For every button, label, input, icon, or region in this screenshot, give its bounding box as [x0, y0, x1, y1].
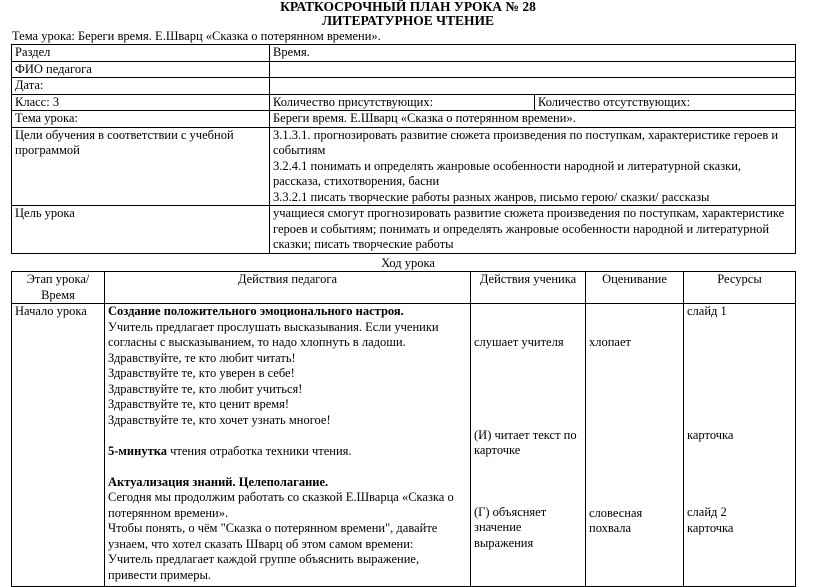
greeting-line: Здравствуйте те, кто ценит время!	[108, 397, 290, 411]
student-action: (И) читает текст по карточке	[474, 427, 577, 457]
topic-label: Тема урока:	[12, 111, 270, 128]
question-text: Чтобы понять, о чём "Сказка о потерянном времени", давайте узнаем, что хотел сказать Шварц об этом самом времени:	[108, 521, 438, 551]
reading-minute-text: чтения отработка техники чтения.	[166, 443, 352, 458]
goal-item: 3.3.2.1 писать творческие работы разных жанров, письмо герою/ сказки/ рассказы	[273, 189, 710, 204]
time-label: Время.	[270, 45, 796, 62]
lesson-goal-label: Цель урока	[12, 206, 270, 254]
resource-item: слайд 2	[687, 505, 727, 519]
mood-instruction: Учитель предлагает прослушать высказывания. Если ученики согласны с высказыванием, то надо хлопнуть в ладоши.	[108, 319, 439, 349]
assessment-item: словесная похвала	[589, 505, 643, 535]
group-task-text: Учитель предлагает каждой группе объяснить выражение, привести примеры.	[108, 552, 420, 582]
student-action: (Г) объясняет значение выражения	[474, 504, 547, 550]
present-label: Количество присутствующих:	[270, 94, 535, 111]
greeting-line: Здравствуйте, те кто любит читать!	[108, 350, 296, 365]
lesson-goal-value: учащиеся смогут прогнозировать развитие сюжета произведения по поступкам, характеристике героев и событиям; понимать и определять жанровые особенности народной и литературной сказки; писать творческие работы	[270, 206, 796, 254]
greeting-line: Здравствуйте те, кто уверен в себе!	[108, 366, 295, 380]
assessment-cell	[586, 304, 684, 587]
document-title	[0, 0, 816, 28]
stage-cell: Начало урока	[12, 304, 105, 587]
resource-item: карточка	[687, 427, 734, 442]
reading-minute-line	[108, 444, 467, 460]
header-student-actions: Действия ученика	[471, 272, 586, 304]
title-line-1: КРАТКОСРОЧНЫЙ ПЛАН УРОКА № 28	[280, 0, 536, 14]
header-assessment: Оценивание	[586, 272, 684, 304]
teacher-label: ФИО педагога	[12, 61, 270, 78]
course-title: Ход урока	[381, 256, 435, 270]
lesson-course-table	[11, 271, 796, 587]
teacher-actions-cell	[105, 304, 471, 587]
date-value	[270, 78, 796, 95]
mood-heading: Создание положительного эмоционального настроя.	[108, 304, 404, 318]
teacher-value	[270, 61, 796, 78]
lesson-info-table	[11, 44, 796, 254]
absent-label: Количество отсутствующих:	[535, 94, 796, 111]
goals-list	[270, 127, 796, 206]
header-resources: Ресурсы	[684, 272, 796, 304]
goals-label: Цели обучения в соответствии с учебной программой	[12, 127, 270, 206]
goal-setting-heading: Актуализация знаний. Целеполагание.	[108, 474, 329, 489]
student-action: слушает учителя	[474, 335, 564, 349]
assessment-item: хлопает	[589, 335, 631, 349]
header-teacher-actions: Действия педагога	[105, 272, 471, 304]
topic-value: Береги время. Е.Шварц «Сказка о потерянном времени».	[270, 111, 796, 128]
student-actions-cell	[471, 304, 586, 587]
greeting-line: Здравствуйте те, кто хочет узнать многое!	[108, 412, 331, 427]
lesson-topic-line: Тема урока: Береги время. Е.Шварц «Сказка о потерянном времени».	[12, 29, 381, 43]
class-label: Класс: 3	[12, 94, 270, 111]
title-line-2: ЛИТЕРАТУРНОЕ ЧТЕНИЕ	[321, 13, 495, 28]
header-stage: Этап урока/Время	[12, 272, 105, 304]
resource-item: карточка	[687, 520, 734, 535]
goal-item: 3.2.4.1 понимать и определять жанровые особенности народной и литературной сказки, рассказа, стихотворения, басни	[273, 158, 742, 188]
resources-cell	[684, 304, 796, 587]
date-label: Дата:	[12, 78, 270, 95]
goal-item: 3.1.3.1. прогнозировать развитие сюжета произведения по поступкам, характеристике героев и событиям	[273, 127, 779, 157]
section-label: Раздел	[12, 45, 270, 62]
reading-minute-heading: 5-минутка	[108, 443, 167, 458]
greeting-line: Здравствуйте те, кто любит учиться!	[108, 381, 303, 396]
goal-setting-text: Сегодня мы продолжим работать со сказкой Е.Шварца «Сказка о потерянном времени».	[108, 490, 454, 520]
resource-item: слайд 1	[687, 304, 727, 318]
